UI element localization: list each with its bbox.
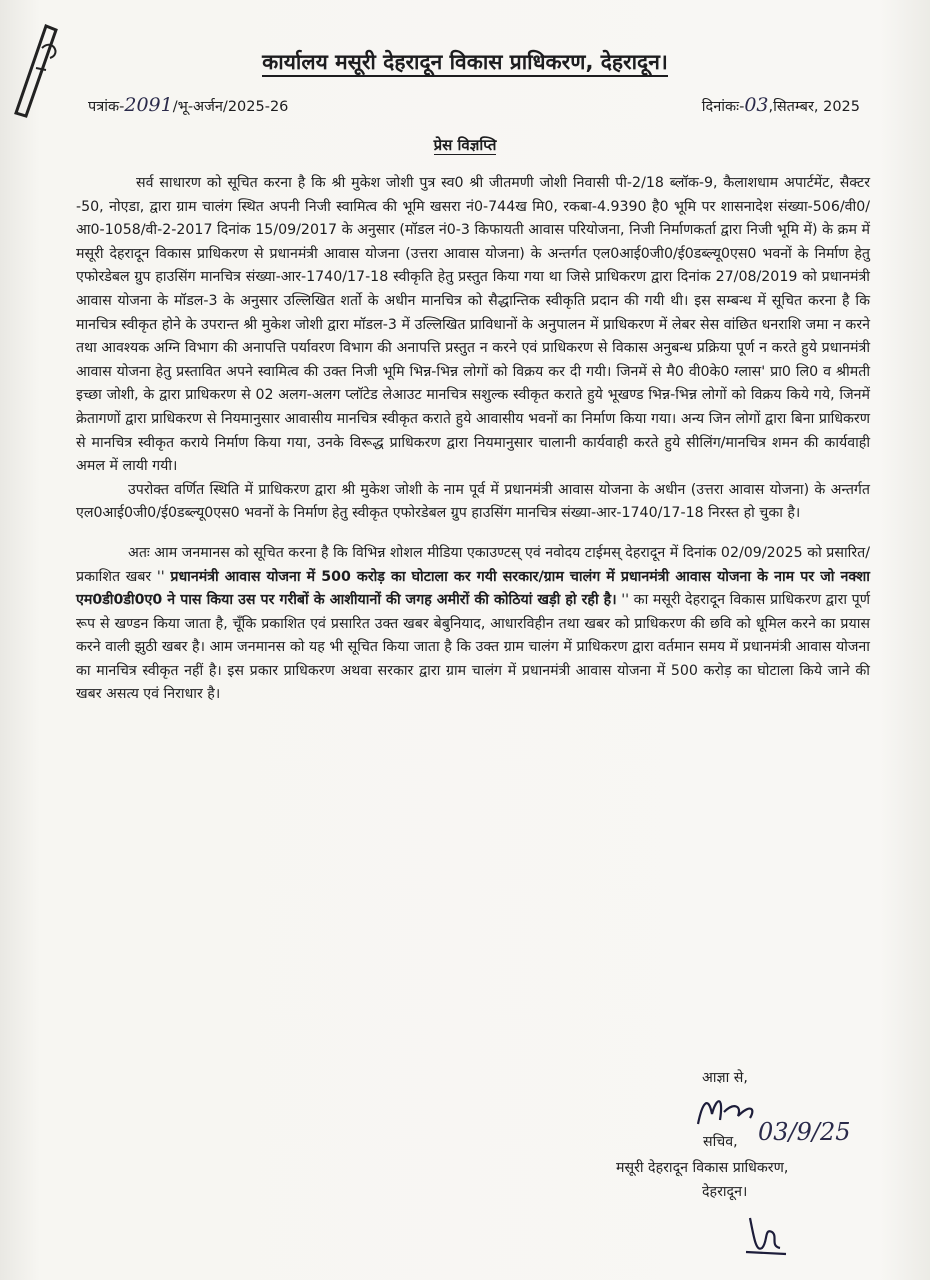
organisation-name: मसूरी देहरादून विकास प्राधिकरण,: [616, 1160, 789, 1176]
press-release-title: प्रेस विज्ञप्ति: [433, 136, 497, 154]
document-body: [76, 172, 870, 707]
letter-date: दिनांकः-03,सितम्बर, 2025: [701, 94, 860, 116]
handwritten-sign-date: 03/9/25: [758, 1118, 851, 1146]
handwritten-date-day: 03: [744, 94, 769, 116]
paragraph-2: उपरोक्त वर्णित स्थिति में प्राधिकरण द्वारा श्री मुकेश जोशी के नाम पूर्व में प्रधानमंत्री आवास योजना के अधीन (उत्तरा आवास योजना) के अन्तर्गत एल0आई0जी0/ई0डब्ल्यू0एस0 भवनों के निर्माण हेतु स्वीकृत एफोरडेबल ग्रुप हाउसिंग मानचित्र संख्या-आर-1740/17-18 निरस्त हो चुका है।: [76, 481, 870, 522]
paragraph-3: अतः आम जनमानस को सूचित करना है कि विभिन्न शोशल मीडिया एकाउण्टस् एवं नवोदय टाईमस् देहरादून में दिनांक 02/09/2025 को प्रसारित/प्रकाशित खबर '' प्रधानमंत्री आवास योजना में 500 करोड़ का घोटाला कर गयी सरकार/ग्राम चालंग में प्रधानमंत्री आवास योजना के नाम पर जो नक्शा एम0डी0डी0ए0 ने पास किया उस पर गरीबों के आशीयानों की जगह अमीरों की कोठियां खड़ी हो रही है। '' का मसूरी देहरादून विकास प्राधिकरण द्वारा पूर्ण रूप से खण्डन किया जाता है, चूँकि प्रकाशित एवं प्रसारित उक्त खबर बेबुनियाद, आधारविहीन तथा खबर को प्राधिकरण की छवि को धूमिल करने का प्रयास करने वाली झुठी खबर है। आम जनमानस को यह भी सूचित किया जाता है कि उक्त ग्राम चालंग में प्राधिकरण द्वारा वर्तमान समय में प्रधानमंत्री आवास योजना का मानचित्र स्वीकृत नहीं है। इस प्रकार प्राधिकरण अथवा सरकार द्वारा ग्राम चालंग में प्रधानमंत्री आवास योजना में 500 करोड़ का घोटाला किये जाने की खबर असत्य एवं निराधार है।: [76, 544, 870, 703]
reference-line: [88, 94, 860, 116]
paragraph-1: सर्व साधारण को सूचित करना है कि श्री मुकेश जोशी पुत्र स्व0 श्री जीतमणी जोशी निवासी पी-2/18 ब्लॉक-9, कैलाशधाम अपार्टमेंट, सैक्टर -50, नोएडा, द्वारा ग्राम चालंग स्थित अपनी निजी स्वामित्व की भूमि खसरा नं0-744ख मि0, रकबा-4.9390 है0 भूमि पर शासनादेश संख्या-506/वी0/आ0-1058/वी-2-2017 दिनांक 15/09/2017 के अनुसार (मॉडल नं0-3 किफायती आवास परियोजना, निजी निर्माणकर्ता द्वारा निजी भूमि में) के क्रम में मसूरी देहरादून विकास प्राधिकरण से प्रधानमंत्री आवास योजना (उत्तरा आवास योजना) के अन्तर्गत एल0आई0जी0/ई0डब्ल्यू0एस0 भवनों के निर्माण हेतु एफोरडेबल ग्रुप हाउसिंग मानचित्र संख्या-आर-1740/17-18 स्वीकृति हेतु प्रस्तुत किया गया था जिसे प्राधिकरण द्वारा दिनांक 27/08/2019 को प्रधानमंत्री आवास योजना के मॉडल-3 के अनुसार उल्लिखित शर्तो के अधीन मानचित्र को सैद्धान्तिक स्वीकृति प्रदान की गयी थी। इस सम्बन्ध में सूचित करना है कि मानचित्र स्वीकृत होने के उपरान्त श्री मुकेश जोशी द्वारा मॉडल-3 में उल्लिखित प्राविधानों के अनुपालन में प्राधिकरण में लेबर सेस वांछित धनराशि जमा न करने तथा आवश्यक अग्नि विभाग की अनापत्ति पर्यावरण विभाग की अनापत्ति प्रस्तुत न करने एवं प्राधिकरण से विकास अनुबन्ध प्रक्रिया पूर्ण न करते हुये प्रधानमंत्री आवास योजना हेतु प्रस्तावित अपने स्वामित्व की उक्त निजी भूमि भिन्न-भिन्न लोगों को विक्रय कर दी गयी। जिनमें से मै0 वी0के0 ग्लास' प्रा0 लि0 व श्रीमती इच्छा जोशी, के द्वारा प्राधिकरण से 02 अलग-अलग प्लॉटेड लेआउट मानचित्र सशुल्क स्वीकृत कराते हुये भूखण्ड भिन्न-भिन्न लोगों को विक्रय किये गये, जिनमें क्रेतागणों द्वारा प्राधिकरण से नियमानुसार आवासीय मानचित्र स्वीकृत कराते हुये आवासीय भवनों का निर्माण किया गया। अन्य जिन लोगों द्वारा बिना प्राधिकरण से मानचित्र स्वीकृत कराये निर्माण किया गया, उनके विरूद्ध प्राधिकरण द्वारा नियमानुसार चालानी कार्यवाही करते हुये सीलिंग/मानचित्र शमन की कार्यवाही अमल में लायी गयी।: [76, 175, 870, 475]
handwritten-ref-number: 2091: [124, 94, 173, 116]
quoted-news-headline: प्रधानमंत्री आवास योजना में 500 करोड़ का घोटाला कर गयी सरकार/ग्राम चालंग में प्रधानमंत्री आवास योजना के नाम पर जो नक्शा एम0डी0डी0ए0 ने पास किया उस पर गरीबों के आशीयानों की जगह अमीरों की कोठियां खड़ी हो रही है।: [76, 568, 870, 609]
designation: सचिव,: [703, 1134, 738, 1150]
office-title: कार्यालय मसूरी देहरादून विकास प्राधिकरण, देहरादून।: [262, 50, 668, 77]
reference-number: पत्रांक-2091/भू-अर्जन/2025-26: [88, 94, 289, 116]
organisation-city: देहरादून।: [702, 1184, 748, 1200]
by-order-text: आज्ञा से,: [702, 1070, 748, 1086]
office-heading: [0, 48, 930, 76]
initial-mark: [740, 1208, 790, 1258]
